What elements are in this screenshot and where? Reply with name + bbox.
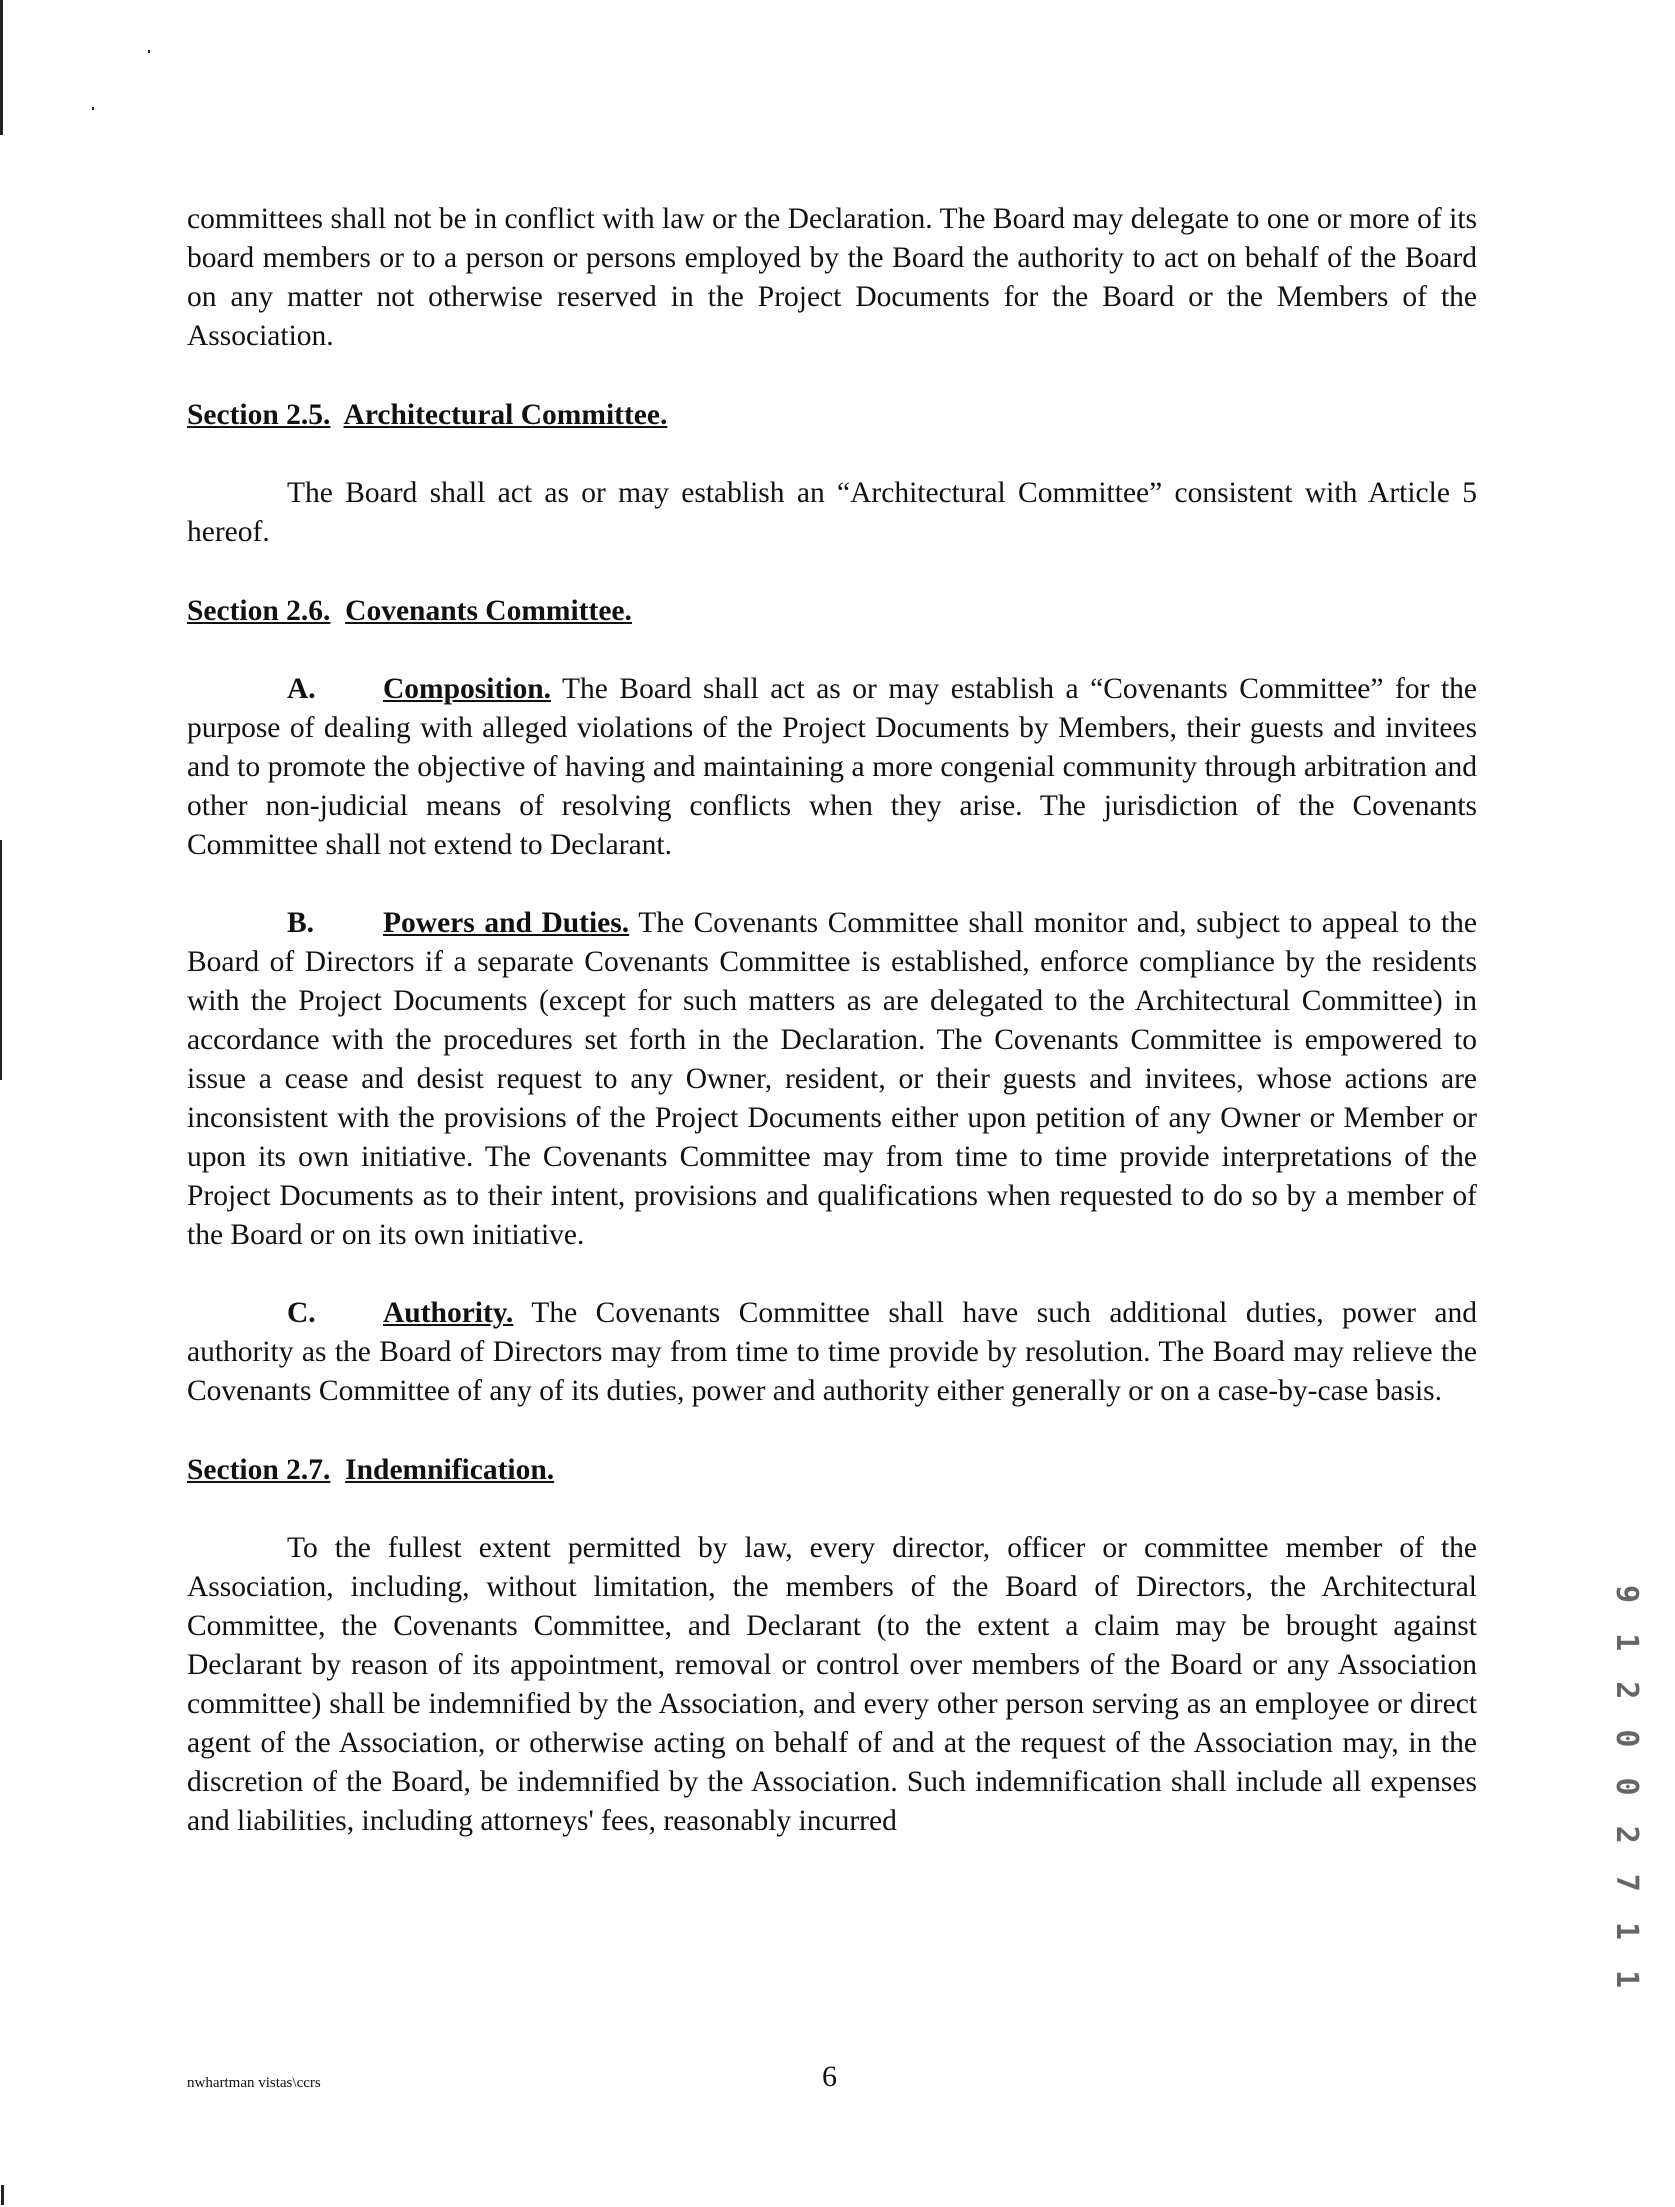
section-2-7-heading: [187, 1451, 1477, 1490]
subsection-title: Authority.: [383, 1297, 514, 1329]
section-2-6-heading: [187, 592, 1477, 631]
section-number: Section 2.6.: [187, 595, 331, 627]
scan-speck: [92, 107, 94, 110]
subsection-c: [187, 1294, 1477, 1411]
scan-speck: [1, 2185, 4, 2205]
subsection-b: [187, 904, 1477, 1255]
scan-edge-line: [0, 0, 3, 135]
scan-speck: [148, 50, 150, 53]
section-title: Indemnification.: [345, 1454, 555, 1486]
subsection-title: Powers and Duties.: [383, 907, 630, 939]
margin-recording-stamp: 9 1 2 0 0 2 7 1 1: [1609, 1585, 1644, 1995]
intro-paragraph: committees shall not be in conflict with law or the Declaration. The Board may delegate to one or more of its board members or to a person or persons employed by the Board the authority to act on behalf of the Board on any matter not otherwise reserved in the Project Documents for the Board or the Members of the Association.: [187, 203, 1477, 352]
subsection-title: Composition.: [383, 673, 552, 705]
section-2-5-body: The Board shall act as or may establish an “Architectural Committee” consistent with Article 5 hereof.: [187, 477, 1477, 548]
subsection-body: The Board shall act as or may establish a “Covenants Committee” for the purpose of dealing with alleged violations of the Project Documents by Members, their guests and invitees and to promote the objective of having and maintaining a more congenial community through arbitration and other non-judicial means of resolving conflicts when they arise. The jurisdiction of the Covenants Committee shall not extend to Declarant.: [187, 673, 1477, 861]
subsection-body: The Covenants Committee shall have such additional duties, power and authority as the Board of Directors may from time to time provide by resolution. The Board may relieve the Covenants Committee of any of its duties, power and authority either generally or on a case-by-case basis.: [187, 1297, 1477, 1407]
subsection-a: [187, 670, 1477, 865]
scan-edge-line: [0, 840, 2, 1080]
section-2-7-body: To the fullest extent permitted by law, every director, officer or committee member of the Association, including, without limitation, the members of the Board of Directors, the Architectural Committee, the Covenants Committee, and Declarant (to the extent a claim may be brought against Declarant by reason of its appointment, removal or control over members of the Board or any Association committee) shall be indemnified by the Association, and every other person serving as an employee or direct agent of the Association, or otherwise acting on behalf of and at the request of the Association may, in the discretion of the Board, be indemnified by the Association. Such indemnification shall include all expenses and liabilities, including attorneys' fees, reasonably incurred: [187, 1532, 1477, 1837]
section-number: Section 2.7.: [187, 1454, 331, 1486]
subsection-letter: B.: [287, 907, 315, 939]
subsection-letter: A.: [287, 673, 316, 705]
section-title: Architectural Committee.: [343, 399, 668, 431]
footer-file-path: nwhartman vistas\ccrs: [187, 2075, 321, 2091]
section-2-5-heading: [187, 396, 1477, 435]
document-body: [187, 200, 1477, 1841]
section-number: Section 2.5.: [187, 399, 331, 431]
subsection-body: The Covenants Committee shall monitor and, subject to appeal to the Board of Directors if a separate Covenants Committee is established, enforce compliance by the residents with the Project Documents (except for such matters as are delegated to the Architectural Committee) in accordance with the procedures set forth in the Declaration. The Covenants Committee is empowered to issue a cease and desist request to any Owner, resident, or their guests and invitees, whose actions are inconsistent with the provisions of the Project Documents either upon petition of any Owner or Member or upon its own initiative. The Covenants Committee may from time to time provide interpretations of the Project Documents as to their intent, provisions and qualifications when requested to do so by a member of the Board or on its own initiative.: [187, 907, 1478, 1251]
section-title: Covenants Committee.: [345, 595, 632, 627]
subsection-letter: C.: [287, 1297, 316, 1329]
page-number: 6: [822, 2060, 837, 2093]
